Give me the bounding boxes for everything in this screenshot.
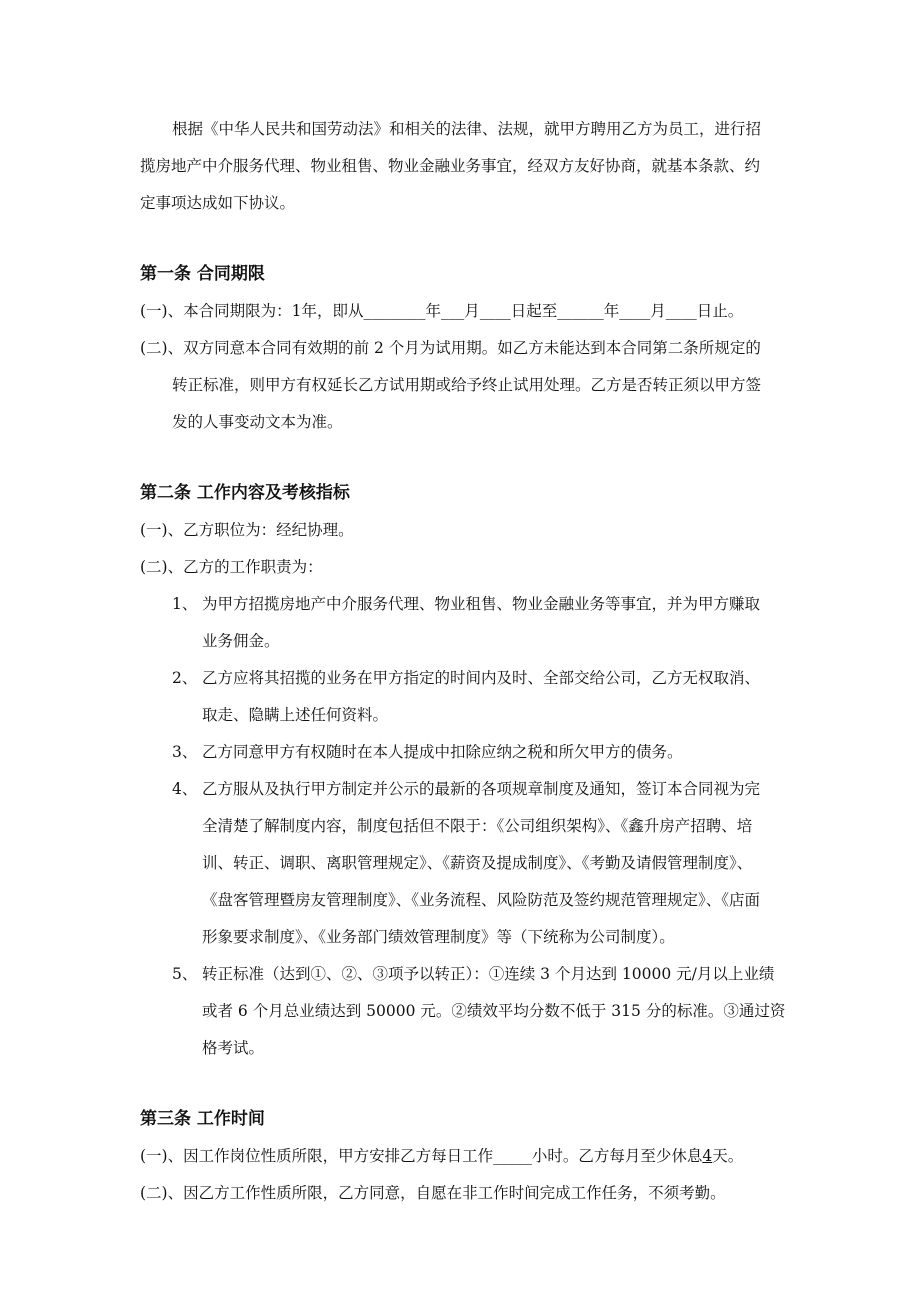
duty-4-line-2: 全清楚了解制度内容，制度包括但不限于：《公司组织架构》、《鑫升房产招聘、培 (202, 817, 753, 835)
article-3-item-1-text: (一)、因工作岗位性质所限，甲方安排乙方每日工作_____小时。乙方每月至少休息 (140, 1147, 703, 1165)
duty-5-number: 5、 (172, 965, 198, 983)
duty-5-line-1: 转正标准（达到①、②、③项予以转正）：①连续 3 个月达到 10000 元/月以上业绩 (202, 965, 775, 983)
duty-5-line-2: 或者 6 个月总业绩达到 50000 元。②绩效平均分数不低于 315 分的标准。③通过资 (202, 1002, 786, 1020)
intro-line-3: 定事项达成如下协议。 (140, 194, 296, 212)
article-3-item-1 (140, 1146, 743, 1166)
duty-1-line-2: 业务佣金。 (202, 632, 280, 650)
duty-4-line-5: 形象要求制度》、《业务部门绩效管理制度》等（下统称为公司制度）。 (202, 928, 675, 946)
duty-4-number: 4、 (172, 780, 198, 798)
duty-3-line-1: 乙方同意甲方有权随时在本人提成中扣除应纳之税和所欠甲方的债务。 (202, 743, 683, 761)
intro-line-1: 根据《中华人民共和国劳动法》和相关的法律、法规，就甲方聘用乙方为员工，进行招 (172, 120, 762, 138)
article-1-item-2-line-1: (二)、双方同意本合同有效期的前 2 个月为试用期。如乙方未能达到本合同第二条所规定的 (140, 339, 761, 357)
duty-1-line-1: 为甲方招揽房地产中介服务代理、物业租售、物业金融业务等事宜，并为甲方赚取 (202, 595, 761, 613)
duty-5-line-3: 格考试。 (202, 1039, 265, 1057)
article-2-heading: 第二条 工作内容及考核指标 (140, 483, 350, 503)
duty-2-line-1: 乙方应将其招揽的业务在甲方指定的时间内及时、全部交给公司，乙方无权取消、 (202, 669, 761, 687)
duty-1-number: 1、 (172, 595, 198, 613)
duty-2-line-2: 取走、隐瞒上述任何资料。 (202, 706, 389, 724)
article-2-item-2: (二)、乙方的工作职责为： (140, 558, 323, 576)
duty-2-number: 2、 (172, 669, 198, 687)
duty-3-number: 3、 (172, 743, 198, 761)
article-3-heading: 第三条 工作时间 (140, 1109, 265, 1129)
intro-line-2: 揽房地产中介服务代理、物业租售、物业金融业务事宜，经双方友好协商，就基本条款、约 (140, 157, 761, 175)
article-2-item-1: (一)、乙方职位为：经纪协理。 (140, 521, 354, 539)
article-1-item-2-line-3: 发的人事变动文本为准。 (172, 413, 343, 431)
article-1-item-2-line-2: 转正标准，则甲方有权延长乙方试用期或给予终止试用处理。乙方是否转正须以甲方签 (172, 376, 762, 394)
duty-4-line-1: 乙方服从及执行甲方制定并公示的最新的各项规章制度及通知，签订本合同视为完 (202, 780, 761, 798)
article-3-item-2: (二)、因乙方工作性质所限，乙方同意，自愿在非工作时间完成工作任务，不须考勤。 (140, 1184, 726, 1202)
article-1-item-1: (一)、本合同期限为：1年，即从________年___月____日起至______年____月____日止。 (140, 302, 744, 320)
article-3-item-1-suffix: 天。 (712, 1147, 744, 1165)
duty-4-line-3: 训、转正、调职、离职管理规定》、《薪资及提成制度》、《考勤及请假管理制度》、 (202, 854, 753, 872)
rest-days-value: 4 (702, 1147, 713, 1165)
duty-4-line-4: 《盘客管理暨房友管理制度》、《业务流程、风险防范及签约规范管理规定》、《店面 (202, 891, 761, 909)
article-1-heading: 第一条 合同期限 (140, 264, 265, 284)
